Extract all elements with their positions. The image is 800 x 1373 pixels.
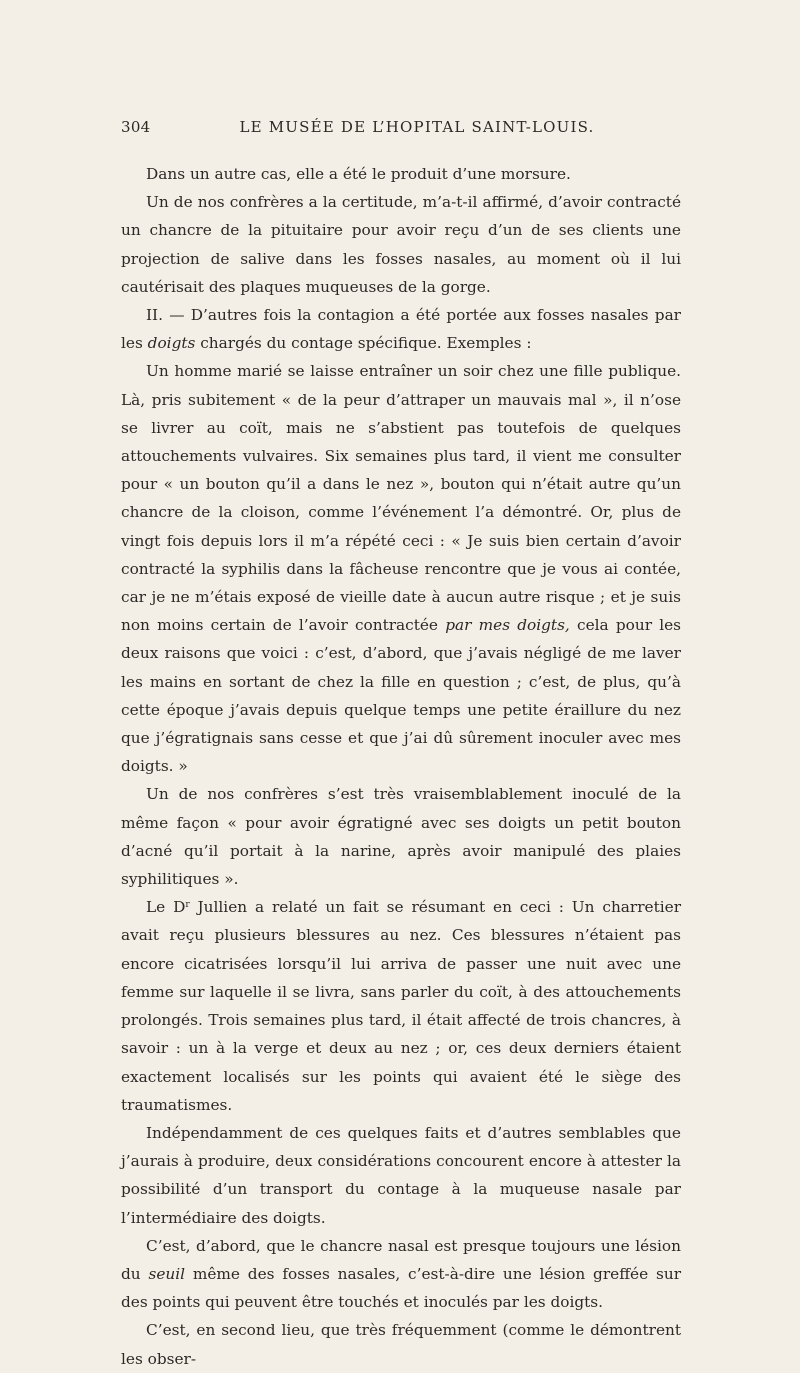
- page-number: 304: [121, 118, 151, 136]
- paragraph: [121, 357, 681, 780]
- running-title: LE MUSÉE DE L’HOPITAL SAINT-LOUIS.: [239, 118, 595, 136]
- paragraph: C’est, en second lieu, que très fréquemment (comme le démontrent les obser-: [121, 1321, 681, 1368]
- text-run: II. — D’autres fois la contagion a été portée aux fosses nasales par les: [121, 306, 681, 353]
- text-run: Un homme marié se laisse entraîner un soir chez une fille publique. Là, pris subitement « de la peur d’attraper un mauvais mal », il n’ose se livrer au coït, mais ne s’abstient pas toutefois de quelques attouchements vulvaires. Six semaines plus tard, il vient me consulter pour « un bouton qu’il a dans le nez », bouton qui n’était autre qu’un chancre de la cloison, comme l’événement l’a démontré. Or, plus de vingt fois depuis lors il m’a répété ceci : « Je suis bien certain d’avoir contracté la syphilis dans la fâcheuse rencontre que je vous ai contée, car je ne m’étais exposé de vieille date à aucun autre risque ; et je suis non moins certain de l’avoir contractée: [121, 362, 681, 635]
- paragraph: Un de nos confrères a la certitude, m’a-t-il affirmé, d’avoir contracté un chancre de la pituitaire pour avoir reçu d’un de ses clients une projection de salive dans les fosses nasales, au moment où il lui cautérisait des plaques muqueuses de la gorge.: [121, 193, 681, 296]
- italic-text: seuil: [148, 1264, 186, 1283]
- paragraph: [121, 1232, 681, 1317]
- superscript: r: [185, 900, 190, 911]
- paragraph: [121, 301, 681, 357]
- text-run: cela pour les deux raisons que voici : c’est, d’abord, que j’avais négligé de me laver les mains en sortant de chez la fille en question ; c’est, de plus, qu’à cette époque j’avais depuis quelque temps une petite éraillure du nez que j’égratignais sans cesse et que j’ai dû sûrement inoculer avec mes doigts. »: [121, 616, 681, 776]
- paragraph: [121, 893, 681, 1119]
- running-header: [121, 118, 683, 140]
- text-run: même des fosses nasales, c’est-à-dire une lésion greffée sur des points qui peuvent être touchés et inoculés par les doigts.: [121, 1264, 682, 1312]
- italic-text: par mes doigts,: [445, 616, 570, 635]
- italic-text: doigts: [147, 334, 196, 353]
- text-run: chargés du contage spécifique. Exemples :: [195, 334, 532, 353]
- paragraph: Dans un autre cas, elle a été le produit d’une morsure.: [146, 165, 571, 183]
- text-run: Jullien a relaté un fait se résumant en ceci : Un charretier avait reçu plusieurs blessures au nez. Ces blessures n’étaient pas encore cicatrisées lorsqu’il lui arriva de passer une nuit avec une femme sur laquelle il se livra, sans parler du coït, à des attouchements prolongés. Trois semaines plus tard, il était affecté de trois chancres, à savoir : un à la verge et deux au nez ; or, ces deux derniers étaient exactement localisés sur les points qui avaient été le siège des traumatismes.: [121, 898, 682, 1114]
- paragraph: Un de nos confrères s’est très vraisemblablement inoculé de la même façon « pour avoir égratigné avec ses doigts un petit bouton d’acné qu’il portait à la narine, après avoir manipulé des plaies syphilitiques ».: [121, 785, 681, 889]
- body-text: [121, 160, 681, 1373]
- text-run: Le D: [146, 898, 186, 917]
- paragraph: Indépendamment de ces quelques faits et d’autres semblables que j’aurais à produire, deux considérations concourent encore à attester la possibilité d’un transport du contage à la muqueuse nasale par l’intermédiaire des doigts.: [121, 1123, 681, 1227]
- text-run: C’est, d’abord, que le chancre nasal est presque toujours une lésion du: [121, 1236, 681, 1283]
